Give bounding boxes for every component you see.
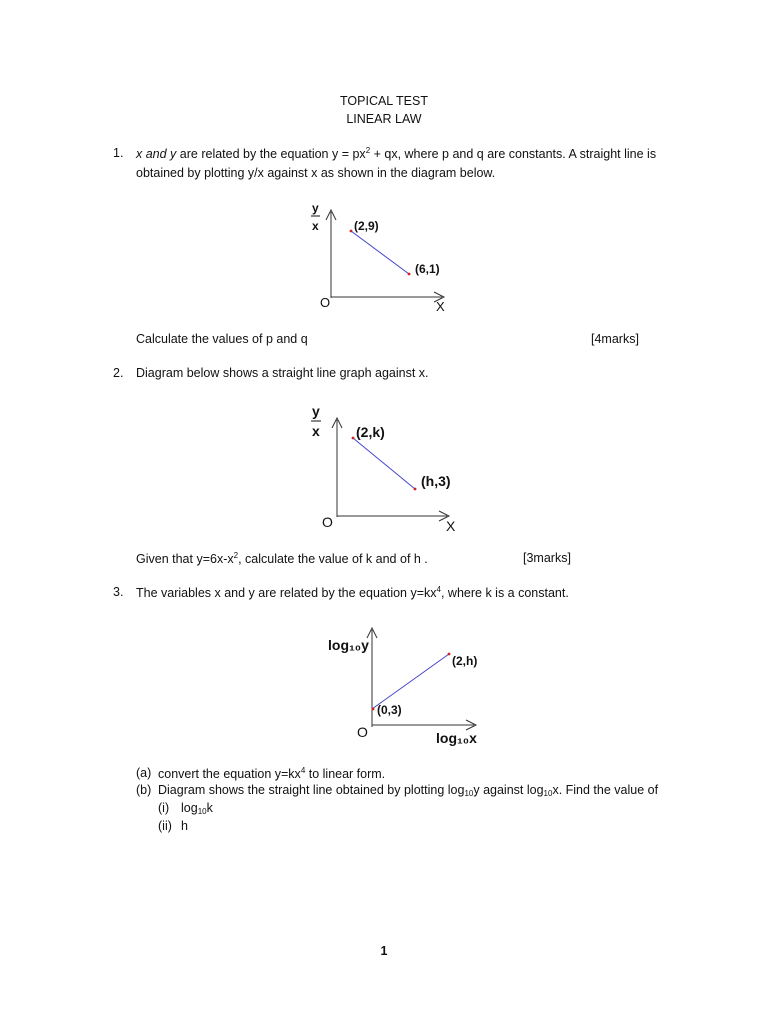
question-2-marks: [3marks] [523,551,571,565]
q3-line1-text-a: The variables x and y are related by the equation y=kx [136,586,437,600]
q3-x-axis-label: log₁₀x [436,730,477,746]
page-number: 1 [380,944,388,958]
q2-exponent: 2 [233,551,239,560]
q3-b-text-b: y against log [473,783,544,797]
q1-exponent: 2 [365,146,371,155]
question-1-task: Calculate the values of p and q [136,332,308,346]
question-2-number: 2. [113,366,124,380]
q1-y-numerator: y [312,201,319,215]
q3-part-b-text [158,783,658,798]
q2-y-numerator: y [312,403,320,419]
q3-part-b-i-text [181,801,213,816]
q3-i-text-2: k [206,801,213,815]
q1-line1-text-a: are related by the equation y = px [176,147,366,161]
q3-part-a-text [158,766,385,781]
q3-b-text-a: Diagram shows the straight line obtained by plotting log [158,783,465,797]
q3-a-exponent: 4 [300,766,306,775]
question-1-marks: [4marks] [591,332,639,346]
page-subtitle: LINEAR LAW [346,112,422,126]
q3-part-b-ii-label: (ii) [158,819,172,833]
q3-b-text-c: x. Find the value of [552,783,659,797]
q2-point-2-label: (h,3) [421,473,451,489]
q3-part-b-label: (b) [136,783,152,797]
q2-task-text-b: , calculate the value of k and of h . [238,552,428,566]
q3-exponent: 4 [436,585,441,594]
question-1-line-2: obtained by plotting y/x against x as shown in the diagram below. [136,166,496,180]
q3-i-text: log [181,801,198,815]
q1-italic-text: x and y [136,147,177,161]
q1-origin-label: O [320,295,331,310]
question-3-number: 3. [113,585,124,599]
q3-a-text-a: convert the equation y=kx [158,767,301,781]
q3-part-a-label: (a) [136,766,152,780]
q3-i-subscript: 10 [197,807,207,816]
q3-point-2 [448,653,451,656]
q3-b-subscript-2: 10 [543,789,553,798]
q1-line1-text-b: + qx, where p and q are constants. A straight line is [370,147,657,161]
q1-y-denominator: x [312,219,319,233]
q1-x-axis-label: X [436,299,445,314]
q2-point-1-label: (2,k) [356,424,385,440]
q3-line [372,654,449,709]
q3-point-2-label: (2,h) [452,654,478,668]
q3-part-b-ii-text: h [181,819,188,833]
q3-b-subscript-1: 10 [464,789,474,798]
q2-task-text-a: Given that y=6x-x [136,552,234,566]
q3-y-axis-label: log₁₀y [328,637,369,653]
question-1-number: 1. [113,146,124,160]
q3-point-1-label: (0,3) [377,703,402,717]
page-title: TOPICAL TEST [340,94,428,108]
question-2-line-1: Diagram below shows a straight line graph against x. [136,366,429,380]
q2-origin-label: O [322,514,333,530]
q3-part-b-i-label: (i) [158,801,170,815]
q1-point-1-label: (2,9) [354,219,379,233]
q2-y-denominator: x [312,423,320,439]
q1-point-2-label: (6,1) [415,262,440,276]
q3-point-1 [372,708,375,711]
q2-x-axis-label: X [446,518,456,534]
q3-origin-label: O [357,724,368,740]
q3-line1-text-b: , where k is a constant. [440,586,569,600]
q3-a-text-b: to linear form. [305,767,386,781]
